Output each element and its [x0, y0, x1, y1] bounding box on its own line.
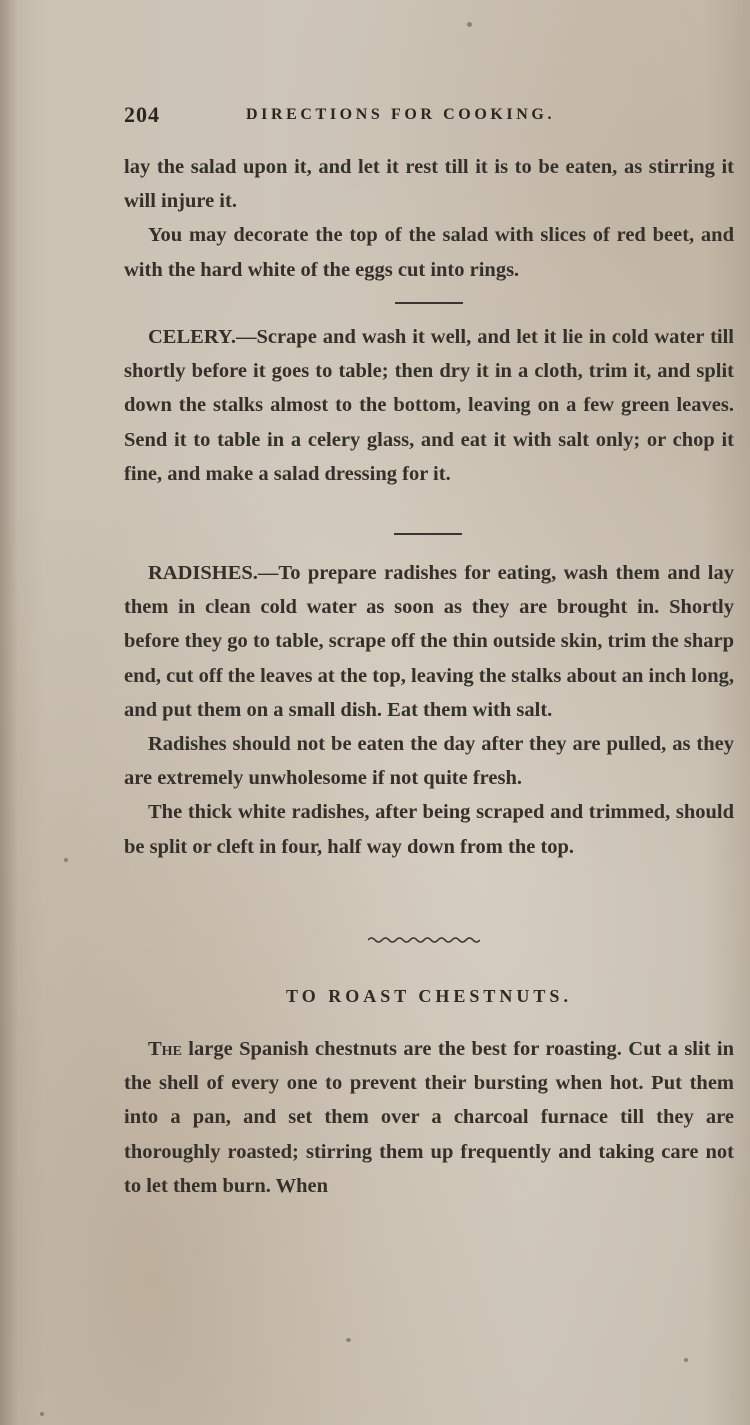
salad-paragraph-2: You may decorate the top of the salad with slices of red beet, and with the hard white of the eggs cut into rings.	[124, 224, 734, 281]
chestnuts-lead-word: The	[148, 1038, 182, 1060]
wavy-ornament	[368, 936, 480, 944]
paper-speck	[40, 1412, 44, 1416]
chestnuts-paragraph	[124, 1032, 734, 1203]
paper-speck	[346, 1338, 351, 1342]
paper-speck	[684, 1358, 688, 1362]
paper-speck	[467, 22, 472, 27]
chestnuts-paragraph-text: large Spanish chestnuts are the best for roasting. Cut a slit in the shell of every one to prevent their bursting when hot. Put them into a pan, and set them over a charcoal furnace till they are thoroughly roasted; stirring them up frequently and taking care not to let them burn. When	[124, 1038, 735, 1197]
running-head: DIRECTIONS FOR COOKING.	[246, 106, 556, 123]
section-divider-1	[395, 302, 463, 304]
section-divider-2	[394, 533, 462, 535]
paper-speck	[64, 858, 68, 862]
celery-paragraph: CELERY.—Scrape and wash it well, and let it lie in cold water till shortly before it goes to table; then dry it in a cloth, trim it, and split down the stalks almost to the bottom, leaving on a few green leaves. Send it to table in a celery glass, and eat it with salt only; or chop it fine, and make a salad dressing for it.	[124, 326, 734, 485]
salad-paragraph-1: lay the salad upon it, and let it rest till it is to be eaten, as stirring it will injure it.	[124, 156, 734, 213]
radishes-paragraph-3: The thick white radishes, after being scraped and trimmed, should be split or cleft in four, half way down from the top.	[124, 801, 734, 858]
radishes-paragraph-2: Radishes should not be eaten the day after they are pulled, as they are extremely unwholesome if not quite fresh.	[124, 733, 734, 790]
salad-continuation	[124, 150, 734, 287]
page-header	[124, 102, 634, 132]
radishes-section	[124, 556, 734, 864]
celery-section	[124, 320, 734, 491]
page-number: 204	[124, 102, 160, 127]
page-gutter-shadow	[0, 0, 18, 1425]
chestnuts-title: TO ROAST CHESTNUTS.	[286, 986, 572, 1006]
chestnuts-section	[124, 1032, 734, 1203]
radishes-paragraph-1: RADISHES.—To prepare radishes for eating, wash them and lay them in clean cold water as soon as they are brought in. Shortly before they go to table, scrape off the thin outside skin, trim the sharp end, cut off the leaves at the top, leaving the stalks about an inch long, and put them on a small dish. Eat them with salt.	[124, 562, 734, 721]
